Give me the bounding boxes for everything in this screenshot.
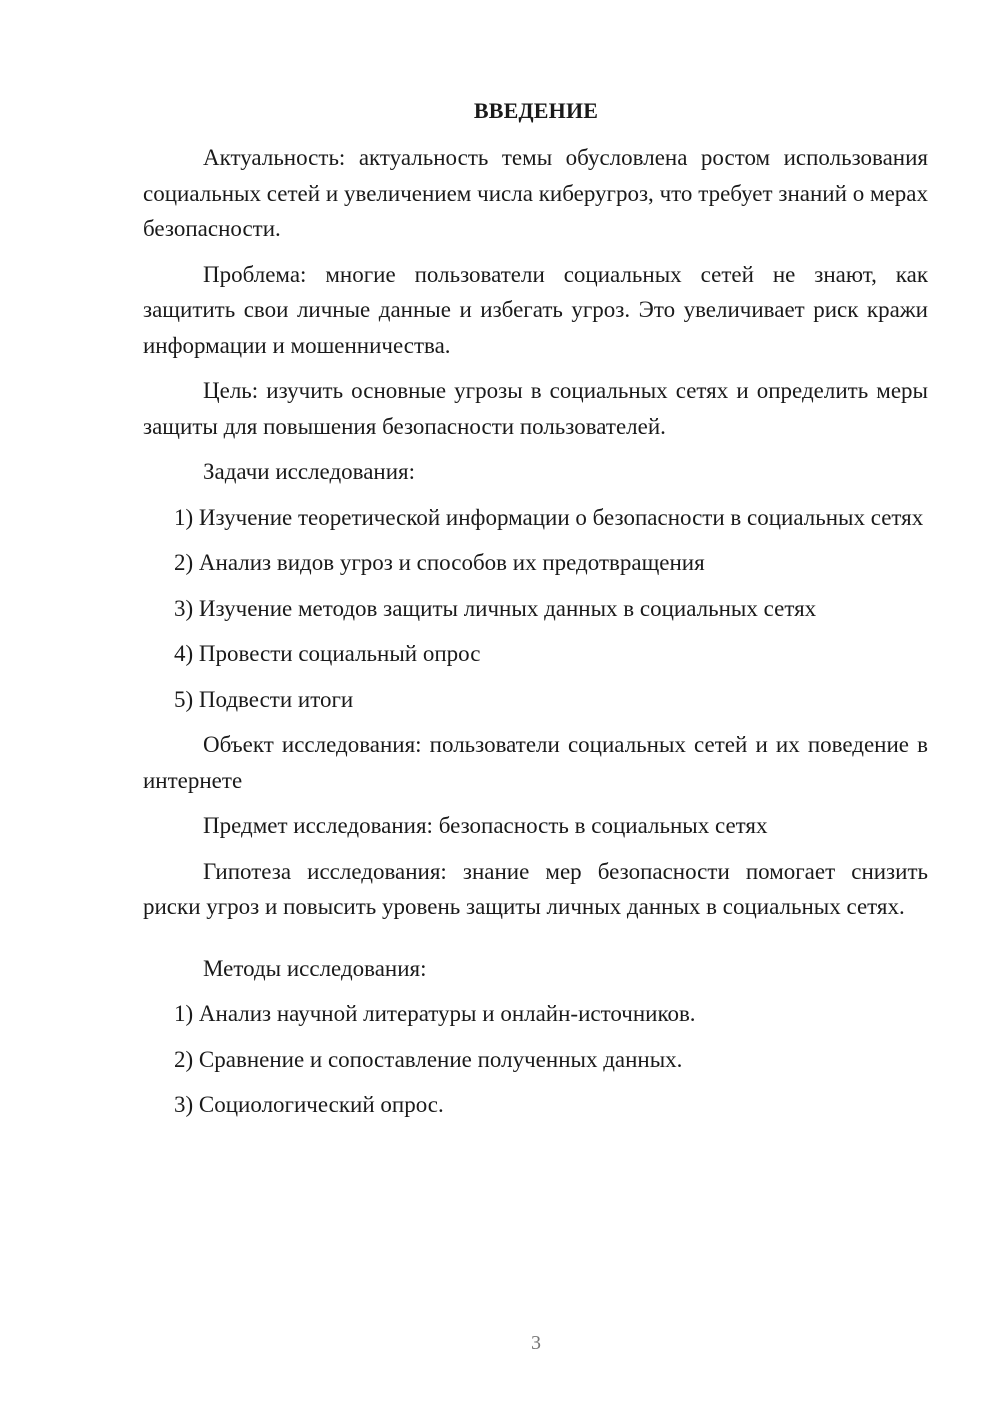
problem-paragraph: Проблема: многие пользователи социальных сетей не знают, как защитить свои личные данные и избегать угроз. Это увеличивает риск кражи информации и мошенничества. <box>143 261 928 358</box>
method-item-2: 2) Сравнение и сопоставление полученных данных. <box>174 1046 683 1072</box>
task-item-3: 3) Изучение методов защиты личных данных в социальных сетях <box>174 595 817 621</box>
method-item-3: 3) Социологический опрос. <box>174 1092 444 1117</box>
goal-paragraph: Цель: изучить основные угрозы в социальных сетях и определить меры защиты для повышения безопасности пользователей. <box>143 378 928 439</box>
hypothesis-paragraph: Гипотеза исследования: знание мер безопасности помогает снизить риски угроз и повысить уровень защиты личных данных в социальных сетях. <box>143 858 928 919</box>
task-item-4: 4) Провести социальный опрос <box>174 641 481 666</box>
method-item-1: 1) Анализ научной литературы и онлайн-источников. <box>174 1001 696 1026</box>
task-item-5: 5) Подвести итоги <box>174 686 354 712</box>
relevance-paragraph: Актуальность: актуальность темы обусловлена ростом использования социальных сетей и увеличением числа киберугроз, что требует знаний о мерах безопасности. <box>143 145 928 241</box>
object-paragraph: Объект исследования: пользователи социальных сетей и их поведение в интернете <box>143 732 928 793</box>
task-item-2: 2) Анализ видов угроз и способов их предотвращения <box>174 550 705 575</box>
methods-heading: Методы исследования: <box>203 955 427 981</box>
page-title: ВВЕДЕНИЕ <box>473 98 599 123</box>
page-number: 3 <box>531 1332 541 1354</box>
task-item-1: 1) Изучение теоретической информации о безопасности в социальных сетях <box>174 504 924 530</box>
subject-paragraph: Предмет исследования: безопасность в социальных сетях <box>203 813 768 838</box>
spacer <box>143 935 928 951</box>
tasks-heading: Задачи исследования: <box>203 459 416 484</box>
page-body <box>143 140 928 1133</box>
